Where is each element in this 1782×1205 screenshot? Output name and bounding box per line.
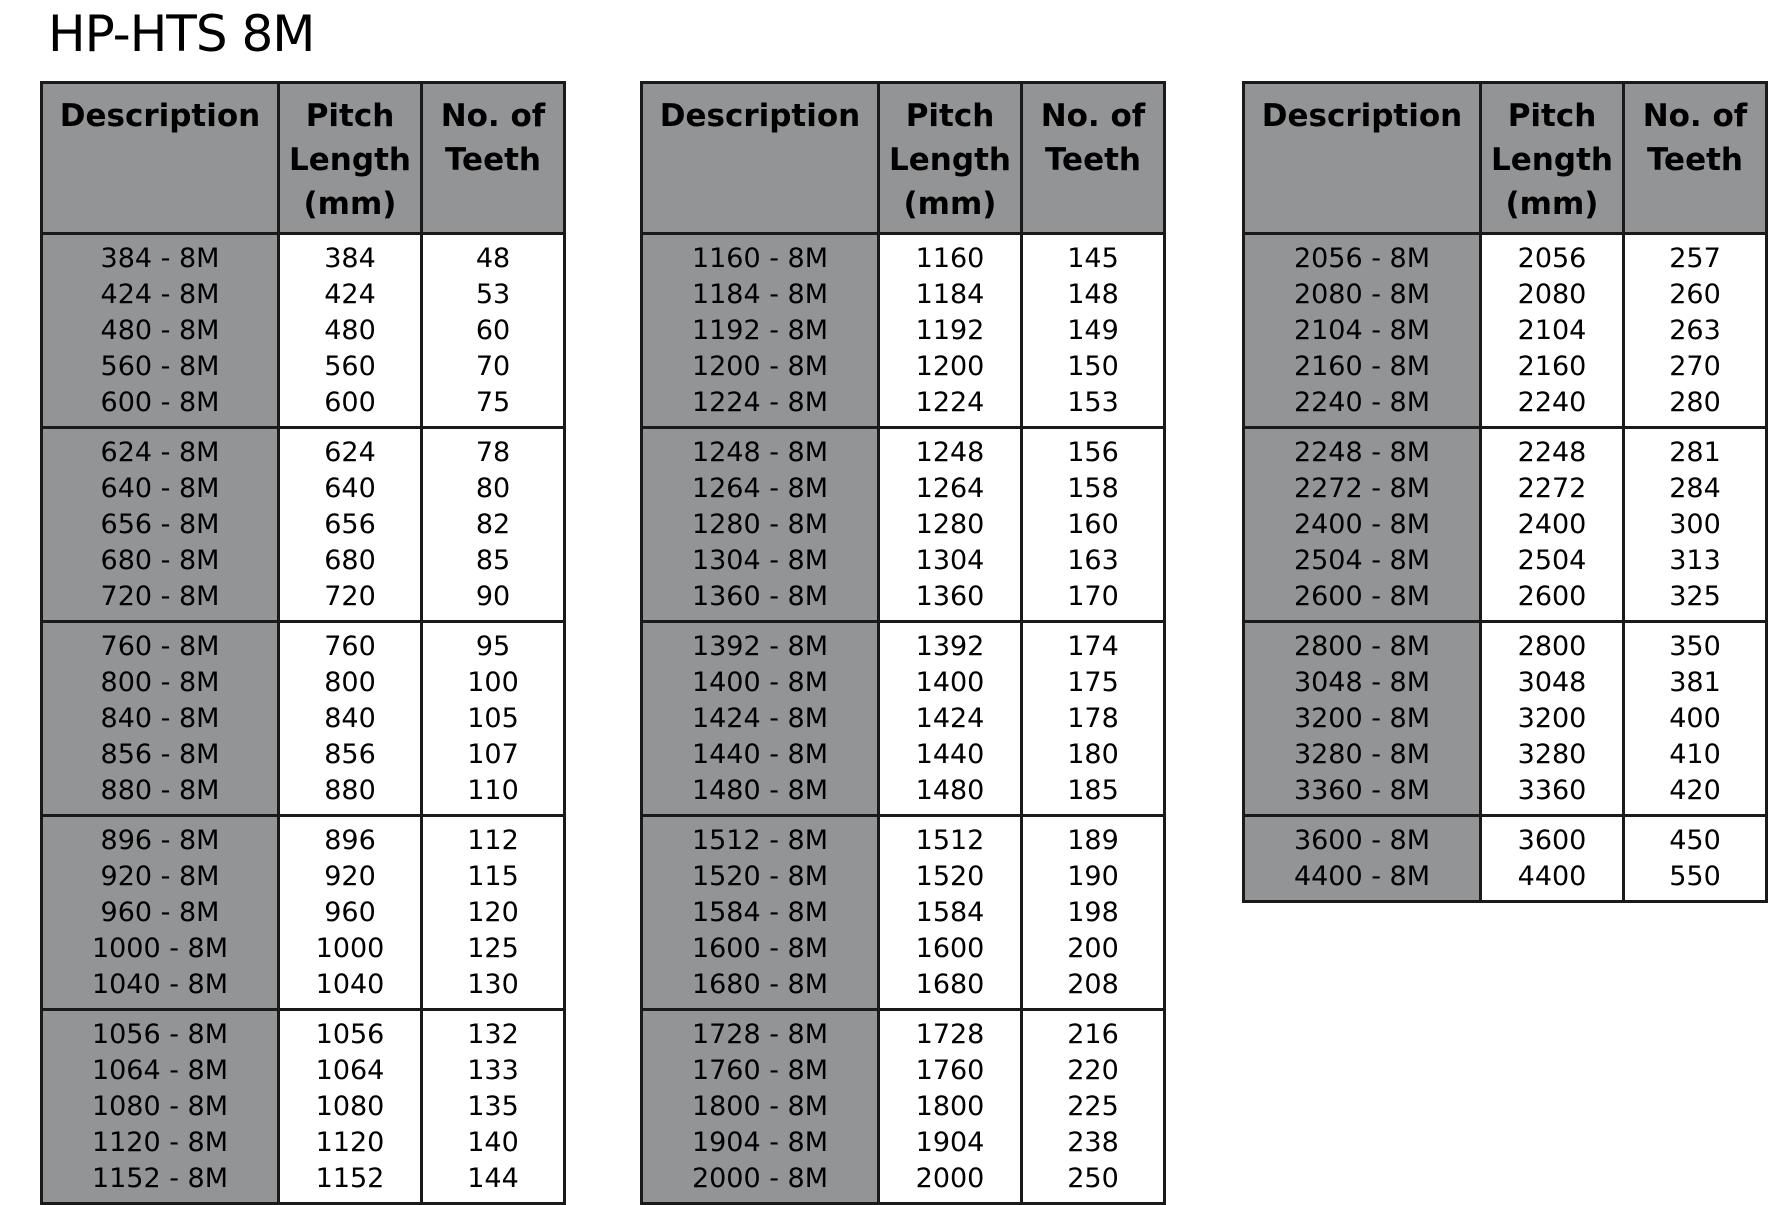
description-cell: 1800 - 8M — [642, 1089, 879, 1125]
description-cell: 1120 - 8M — [42, 1125, 279, 1161]
teeth-cell: 300 — [1624, 507, 1767, 543]
description-cell: 856 - 8M — [42, 737, 279, 773]
teeth-cell: 156 — [1022, 428, 1165, 472]
header-description: Description — [642, 83, 879, 234]
table-row — [1244, 349, 1767, 385]
table-row — [1244, 773, 1767, 816]
description-cell: 1680 - 8M — [642, 967, 879, 1010]
table-row — [642, 1089, 1165, 1125]
teeth-cell: 198 — [1022, 895, 1165, 931]
pitch-length-cell: 3200 — [1481, 701, 1624, 737]
description-cell: 2800 - 8M — [1244, 622, 1481, 666]
description-cell: 1584 - 8M — [642, 895, 879, 931]
table-row — [642, 471, 1165, 507]
pitch-length-cell: 3360 — [1481, 773, 1624, 816]
teeth-cell: 140 — [422, 1125, 565, 1161]
belt-table-2 — [640, 81, 1166, 1205]
table-row — [42, 1125, 565, 1161]
description-cell: 1424 - 8M — [642, 701, 879, 737]
page-title: HP-HTS 8M — [48, 5, 315, 63]
pitch-length-cell: 560 — [279, 349, 422, 385]
pitch-length-cell: 2272 — [1481, 471, 1624, 507]
table-row — [42, 234, 565, 278]
description-cell: 1248 - 8M — [642, 428, 879, 472]
pitch-length-cell: 2000 — [879, 1161, 1022, 1204]
description-cell: 1512 - 8M — [642, 816, 879, 860]
pitch-length-cell: 1120 — [279, 1125, 422, 1161]
pitch-length-cell: 720 — [279, 579, 422, 622]
table-row — [642, 1010, 1165, 1054]
teeth-cell: 189 — [1022, 816, 1165, 860]
table-row — [642, 543, 1165, 579]
pitch-length-cell: 1424 — [879, 701, 1022, 737]
table-row — [642, 428, 1165, 472]
description-cell: 2104 - 8M — [1244, 313, 1481, 349]
teeth-cell: 381 — [1624, 665, 1767, 701]
description-cell: 600 - 8M — [42, 385, 279, 428]
description-cell: 1480 - 8M — [642, 773, 879, 816]
table-row — [1244, 385, 1767, 428]
table-row — [642, 349, 1165, 385]
table-row — [642, 1125, 1165, 1161]
table-row — [1244, 507, 1767, 543]
table-row — [642, 234, 1165, 278]
teeth-cell: 263 — [1624, 313, 1767, 349]
pitch-length-cell: 1304 — [879, 543, 1022, 579]
pitch-length-cell: 680 — [279, 543, 422, 579]
pitch-length-cell: 1680 — [879, 967, 1022, 1010]
pitch-length-cell: 1000 — [279, 931, 422, 967]
pitch-length-cell: 1360 — [879, 579, 1022, 622]
teeth-cell: 53 — [422, 277, 565, 313]
pitch-length-cell: 2248 — [1481, 428, 1624, 472]
teeth-cell: 175 — [1022, 665, 1165, 701]
description-cell: 880 - 8M — [42, 773, 279, 816]
teeth-cell: 180 — [1022, 737, 1165, 773]
pitch-length-cell: 2160 — [1481, 349, 1624, 385]
pitch-length-cell: 2800 — [1481, 622, 1624, 666]
pitch-length-cell: 800 — [279, 665, 422, 701]
teeth-cell: 450 — [1624, 816, 1767, 860]
description-cell: 1904 - 8M — [642, 1125, 879, 1161]
description-cell: 1064 - 8M — [42, 1053, 279, 1089]
pitch-length-cell: 1200 — [879, 349, 1022, 385]
description-cell: 3200 - 8M — [1244, 701, 1481, 737]
table-row — [642, 665, 1165, 701]
table-row — [642, 859, 1165, 895]
pitch-length-cell: 1280 — [879, 507, 1022, 543]
description-cell: 2240 - 8M — [1244, 385, 1481, 428]
pitch-length-cell: 2504 — [1481, 543, 1624, 579]
teeth-cell: 190 — [1022, 859, 1165, 895]
pitch-length-cell: 384 — [279, 234, 422, 278]
teeth-cell: 133 — [422, 1053, 565, 1089]
teeth-cell: 145 — [1022, 234, 1165, 278]
table-row — [1244, 859, 1767, 902]
pitch-length-cell: 600 — [279, 385, 422, 428]
pitch-length-cell: 1392 — [879, 622, 1022, 666]
table-row — [642, 579, 1165, 622]
teeth-cell: 260 — [1624, 277, 1767, 313]
teeth-cell: 163 — [1022, 543, 1165, 579]
table-row — [42, 737, 565, 773]
teeth-cell: 60 — [422, 313, 565, 349]
header-pitch-length: Pitch Length (mm) — [879, 83, 1022, 234]
description-cell: 1000 - 8M — [42, 931, 279, 967]
pitch-length-cell: 1904 — [879, 1125, 1022, 1161]
pitch-length-cell: 1400 — [879, 665, 1022, 701]
table-row — [42, 859, 565, 895]
teeth-cell: 85 — [422, 543, 565, 579]
teeth-cell: 313 — [1624, 543, 1767, 579]
header-teeth: No. of Teeth — [1624, 83, 1767, 234]
pitch-length-cell: 1224 — [879, 385, 1022, 428]
description-cell: 920 - 8M — [42, 859, 279, 895]
description-cell: 680 - 8M — [42, 543, 279, 579]
teeth-cell: 550 — [1624, 859, 1767, 902]
description-cell: 3048 - 8M — [1244, 665, 1481, 701]
description-cell: 1200 - 8M — [642, 349, 879, 385]
description-cell: 1304 - 8M — [642, 543, 879, 579]
table-row — [42, 1089, 565, 1125]
description-cell: 2080 - 8M — [1244, 277, 1481, 313]
teeth-cell: 132 — [422, 1010, 565, 1054]
table-row — [642, 1053, 1165, 1089]
teeth-cell: 70 — [422, 349, 565, 385]
teeth-cell: 220 — [1022, 1053, 1165, 1089]
table-row — [1244, 737, 1767, 773]
teeth-cell: 185 — [1022, 773, 1165, 816]
table-row — [42, 385, 565, 428]
description-cell: 1184 - 8M — [642, 277, 879, 313]
table-row — [1244, 665, 1767, 701]
description-cell: 720 - 8M — [42, 579, 279, 622]
table-row — [1244, 543, 1767, 579]
description-cell: 624 - 8M — [42, 428, 279, 472]
description-cell: 2400 - 8M — [1244, 507, 1481, 543]
pitch-length-cell: 2104 — [1481, 313, 1624, 349]
teeth-cell: 420 — [1624, 773, 1767, 816]
pitch-length-cell: 424 — [279, 277, 422, 313]
teeth-cell: 350 — [1624, 622, 1767, 666]
table-row — [42, 816, 565, 860]
header-description: Description — [42, 83, 279, 234]
description-cell: 1152 - 8M — [42, 1161, 279, 1204]
teeth-cell: 400 — [1624, 701, 1767, 737]
pitch-length-cell: 2056 — [1481, 234, 1624, 278]
header-teeth: No. of Teeth — [1022, 83, 1165, 234]
teeth-cell: 48 — [422, 234, 565, 278]
table-row — [42, 773, 565, 816]
teeth-cell: 115 — [422, 859, 565, 895]
description-cell: 1160 - 8M — [642, 234, 879, 278]
teeth-cell: 95 — [422, 622, 565, 666]
table-row — [42, 665, 565, 701]
teeth-cell: 178 — [1022, 701, 1165, 737]
teeth-cell: 216 — [1022, 1010, 1165, 1054]
table-row — [42, 313, 565, 349]
teeth-cell: 130 — [422, 967, 565, 1010]
description-cell: 1728 - 8M — [642, 1010, 879, 1054]
teeth-cell: 325 — [1624, 579, 1767, 622]
pitch-length-cell: 840 — [279, 701, 422, 737]
pitch-length-cell: 3048 — [1481, 665, 1624, 701]
description-cell: 1360 - 8M — [642, 579, 879, 622]
teeth-cell: 148 — [1022, 277, 1165, 313]
table-row — [42, 579, 565, 622]
pitch-length-cell: 624 — [279, 428, 422, 472]
table-row — [42, 622, 565, 666]
pitch-length-cell: 2400 — [1481, 507, 1624, 543]
description-cell: 2272 - 8M — [1244, 471, 1481, 507]
description-cell: 656 - 8M — [42, 507, 279, 543]
table-row — [642, 737, 1165, 773]
table-row — [642, 931, 1165, 967]
teeth-cell: 238 — [1022, 1125, 1165, 1161]
description-cell: 3360 - 8M — [1244, 773, 1481, 816]
teeth-cell: 149 — [1022, 313, 1165, 349]
description-cell: 1080 - 8M — [42, 1089, 279, 1125]
pitch-length-cell: 4400 — [1481, 859, 1624, 902]
description-cell: 1392 - 8M — [642, 622, 879, 666]
description-cell: 1192 - 8M — [642, 313, 879, 349]
description-cell: 1440 - 8M — [642, 737, 879, 773]
description-cell: 960 - 8M — [42, 895, 279, 931]
pitch-length-cell: 880 — [279, 773, 422, 816]
table-row — [642, 385, 1165, 428]
table-row — [642, 622, 1165, 666]
teeth-cell: 270 — [1624, 349, 1767, 385]
teeth-cell: 280 — [1624, 385, 1767, 428]
belt-table-3 — [1242, 81, 1768, 903]
teeth-cell: 80 — [422, 471, 565, 507]
teeth-cell: 410 — [1624, 737, 1767, 773]
teeth-cell: 90 — [422, 579, 565, 622]
table-row — [42, 701, 565, 737]
table-row — [42, 931, 565, 967]
description-cell: 2160 - 8M — [1244, 349, 1481, 385]
table-row — [42, 1053, 565, 1089]
table-row — [1244, 313, 1767, 349]
teeth-cell: 158 — [1022, 471, 1165, 507]
pitch-length-cell: 1264 — [879, 471, 1022, 507]
table-row — [42, 1161, 565, 1204]
teeth-cell: 257 — [1624, 234, 1767, 278]
table-row — [642, 816, 1165, 860]
description-cell: 640 - 8M — [42, 471, 279, 507]
pitch-length-cell: 1728 — [879, 1010, 1022, 1054]
description-cell: 1056 - 8M — [42, 1010, 279, 1054]
table-row — [1244, 428, 1767, 472]
pitch-length-cell: 1192 — [879, 313, 1022, 349]
pitch-length-cell: 1584 — [879, 895, 1022, 931]
table-row — [42, 543, 565, 579]
pitch-length-cell: 1760 — [879, 1053, 1022, 1089]
table-row — [1244, 816, 1767, 860]
table-row — [642, 773, 1165, 816]
description-cell: 800 - 8M — [42, 665, 279, 701]
description-cell: 1400 - 8M — [642, 665, 879, 701]
pitch-length-cell: 856 — [279, 737, 422, 773]
table-row — [1244, 701, 1767, 737]
table-row — [642, 507, 1165, 543]
table-row — [642, 1161, 1165, 1204]
pitch-length-cell: 2240 — [1481, 385, 1624, 428]
pitch-length-cell: 1800 — [879, 1089, 1022, 1125]
table-row — [1244, 277, 1767, 313]
table-row — [42, 967, 565, 1010]
teeth-cell: 107 — [422, 737, 565, 773]
description-cell: 1224 - 8M — [642, 385, 879, 428]
table-row — [642, 277, 1165, 313]
teeth-cell: 135 — [422, 1089, 565, 1125]
description-cell: 2504 - 8M — [1244, 543, 1481, 579]
teeth-cell: 78 — [422, 428, 565, 472]
pitch-length-cell: 1600 — [879, 931, 1022, 967]
teeth-cell: 200 — [1022, 931, 1165, 967]
teeth-cell: 170 — [1022, 579, 1165, 622]
table-row — [42, 277, 565, 313]
pitch-length-cell: 2600 — [1481, 579, 1624, 622]
pitch-length-cell: 1248 — [879, 428, 1022, 472]
description-cell: 896 - 8M — [42, 816, 279, 860]
teeth-cell: 160 — [1022, 507, 1165, 543]
description-cell: 1040 - 8M — [42, 967, 279, 1010]
pitch-length-cell: 656 — [279, 507, 422, 543]
teeth-cell: 144 — [422, 1161, 565, 1204]
description-cell: 1264 - 8M — [642, 471, 879, 507]
table-row — [42, 349, 565, 385]
pitch-length-cell: 1080 — [279, 1089, 422, 1125]
header-description: Description — [1244, 83, 1481, 234]
pitch-length-cell: 960 — [279, 895, 422, 931]
teeth-cell: 174 — [1022, 622, 1165, 666]
teeth-cell: 150 — [1022, 349, 1165, 385]
pitch-length-cell: 480 — [279, 313, 422, 349]
description-cell: 3600 - 8M — [1244, 816, 1481, 860]
description-cell: 424 - 8M — [42, 277, 279, 313]
description-cell: 1520 - 8M — [642, 859, 879, 895]
header-pitch-length: Pitch Length (mm) — [1481, 83, 1624, 234]
teeth-cell: 112 — [422, 816, 565, 860]
table-row — [42, 428, 565, 472]
description-cell: 384 - 8M — [42, 234, 279, 278]
teeth-cell: 281 — [1624, 428, 1767, 472]
teeth-cell: 75 — [422, 385, 565, 428]
table-row — [642, 967, 1165, 1010]
description-cell: 480 - 8M — [42, 313, 279, 349]
table-row — [1244, 471, 1767, 507]
table-row — [1244, 234, 1767, 278]
teeth-cell: 208 — [1022, 967, 1165, 1010]
teeth-cell: 82 — [422, 507, 565, 543]
teeth-cell: 153 — [1022, 385, 1165, 428]
description-cell: 760 - 8M — [42, 622, 279, 666]
teeth-cell: 225 — [1022, 1089, 1165, 1125]
description-cell: 840 - 8M — [42, 701, 279, 737]
pitch-length-cell: 896 — [279, 816, 422, 860]
teeth-cell: 125 — [422, 931, 565, 967]
teeth-cell: 100 — [422, 665, 565, 701]
teeth-cell: 105 — [422, 701, 565, 737]
pitch-length-cell: 1184 — [879, 277, 1022, 313]
description-cell: 1280 - 8M — [642, 507, 879, 543]
description-cell: 560 - 8M — [42, 349, 279, 385]
pitch-length-cell: 1064 — [279, 1053, 422, 1089]
pitch-length-cell: 1152 — [279, 1161, 422, 1204]
pitch-length-cell: 1056 — [279, 1010, 422, 1054]
description-cell: 4400 - 8M — [1244, 859, 1481, 902]
table-row — [42, 507, 565, 543]
pitch-length-cell: 760 — [279, 622, 422, 666]
description-cell: 1600 - 8M — [642, 931, 879, 967]
pitch-length-cell: 3600 — [1481, 816, 1624, 860]
description-cell: 2600 - 8M — [1244, 579, 1481, 622]
description-cell: 2056 - 8M — [1244, 234, 1481, 278]
header-pitch-length: Pitch Length (mm) — [279, 83, 422, 234]
description-cell: 1760 - 8M — [642, 1053, 879, 1089]
description-cell: 3280 - 8M — [1244, 737, 1481, 773]
table-row — [1244, 579, 1767, 622]
header-teeth: No. of Teeth — [422, 83, 565, 234]
description-cell: 2248 - 8M — [1244, 428, 1481, 472]
pitch-length-cell: 640 — [279, 471, 422, 507]
pitch-length-cell: 1440 — [879, 737, 1022, 773]
pitch-length-cell: 920 — [279, 859, 422, 895]
pitch-length-cell: 1512 — [879, 816, 1022, 860]
description-cell: 2000 - 8M — [642, 1161, 879, 1204]
teeth-cell: 120 — [422, 895, 565, 931]
table-row — [642, 701, 1165, 737]
teeth-cell: 250 — [1022, 1161, 1165, 1204]
table-row — [42, 1010, 565, 1054]
table-row — [642, 313, 1165, 349]
pitch-length-cell: 2080 — [1481, 277, 1624, 313]
pitch-length-cell: 1040 — [279, 967, 422, 1010]
table-row — [1244, 622, 1767, 666]
table-row — [42, 471, 565, 507]
teeth-cell: 110 — [422, 773, 565, 816]
teeth-cell: 284 — [1624, 471, 1767, 507]
belt-table-1 — [40, 81, 566, 1205]
table-row — [642, 895, 1165, 931]
pitch-length-cell: 3280 — [1481, 737, 1624, 773]
pitch-length-cell: 1520 — [879, 859, 1022, 895]
table-row — [42, 895, 565, 931]
pitch-length-cell: 1160 — [879, 234, 1022, 278]
pitch-length-cell: 1480 — [879, 773, 1022, 816]
